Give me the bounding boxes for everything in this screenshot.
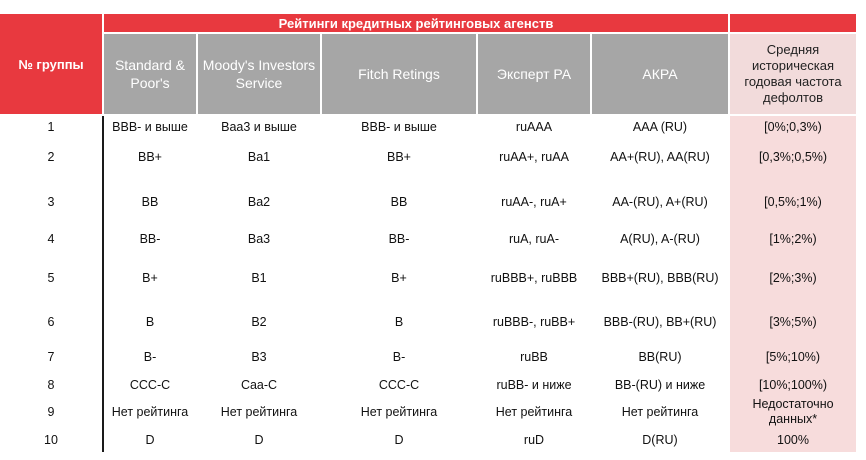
fitch-rating: D	[394, 433, 404, 447]
group-number: 6	[47, 315, 55, 329]
fitch-rating: B-	[392, 350, 406, 364]
group-number: 3	[47, 195, 55, 209]
fitch-rating: BBB- и выше	[361, 120, 437, 134]
sp-rating: B	[145, 315, 155, 329]
expert-ra-rating: ruAAA	[515, 120, 553, 134]
sp-rating: Нет рейтинга	[111, 405, 189, 419]
expert-ra-rating: ruAA-, ruA+	[501, 195, 567, 209]
akra-rating: BBB-(RU), BB+(RU)	[603, 315, 717, 329]
expert-ra-rating: ruA, ruA-	[508, 232, 559, 246]
sp-rating: CCC-C	[129, 378, 171, 392]
fitch-rating: BB	[390, 195, 408, 209]
agencies-header: Рейтинги кредитных рейтинговых агенств	[278, 15, 554, 31]
sp-rating: BB-	[139, 232, 161, 246]
agency-header-akra: АКРА	[592, 34, 728, 114]
default-frequency: [10%;100%)	[758, 378, 828, 392]
fitch-rating: BB+	[387, 150, 411, 164]
group-number: 4	[47, 232, 55, 246]
sp-rating: B-	[143, 350, 157, 364]
fitch-rating: B+	[391, 271, 407, 285]
moodys-rating: B3	[251, 350, 267, 364]
expert-ra-rating: ruD	[523, 433, 545, 447]
fitch-rating: B	[394, 315, 404, 329]
agency-header-expert: Эксперт РА	[478, 34, 590, 114]
moodys-rating: Ba3	[247, 232, 271, 246]
sp-rating: BB+	[138, 150, 162, 164]
moodys-rating: Baa3 и выше	[221, 120, 297, 134]
default-frequency: [1%;2%)	[769, 232, 817, 246]
expert-ra-rating: ruAA+, ruAA	[499, 150, 569, 164]
moodys-rating: D	[254, 433, 264, 447]
expert-ra-rating: ruBBB+, ruBBB	[490, 271, 578, 285]
group-number: 9	[47, 405, 55, 419]
default-frequency: 100%	[777, 433, 809, 447]
default-frequency-header: Средняя историческая годовая частота дефолтов	[730, 34, 856, 114]
fitch-rating: CCC-C	[378, 378, 420, 392]
default-frequency: [0,5%;1%)	[764, 195, 822, 209]
sp-rating: BBB- и выше	[112, 120, 188, 134]
group-number: 10	[44, 433, 58, 447]
agency-header-moodys: Moody's Investors Service	[198, 34, 320, 114]
default-frequency: [3%;5%)	[769, 315, 817, 329]
group-number: 8	[47, 378, 55, 392]
akra-rating: Нет рейтинга	[621, 405, 699, 419]
default-header-bar	[730, 14, 856, 32]
moodys-rating: Caa-C	[240, 378, 278, 392]
akra-rating: AAA (RU)	[632, 120, 688, 134]
group-number: 1	[47, 120, 55, 134]
sp-rating: BB	[141, 195, 159, 209]
moodys-rating: Нет рейтинга	[220, 405, 298, 419]
default-frequency: Недостаточно данных*	[752, 397, 834, 426]
default-frequency: [0,3%;0,5%)	[758, 150, 828, 164]
group-number: 5	[47, 271, 55, 285]
akra-rating: D(RU)	[642, 433, 678, 447]
default-frequency: [5%;10%)	[765, 350, 821, 364]
agency-header-sp: Standard & Poor's	[104, 34, 196, 114]
agency-header-fitch: Fitch Retings	[322, 34, 476, 114]
default-frequency: [0%;0,3%)	[764, 120, 822, 134]
expert-ra-rating: ruBB	[520, 350, 548, 364]
moodys-rating: Ba1	[247, 150, 271, 164]
sp-rating: B+	[142, 271, 158, 285]
group-number: 7	[47, 350, 55, 364]
fitch-rating: Нет рейтинга	[360, 405, 438, 419]
expert-ra-rating: ruBB- и ниже	[496, 378, 572, 392]
expert-ra-rating: ruBBB-, ruBB+	[492, 315, 576, 329]
akra-rating: AA-(RU), A+(RU)	[612, 195, 708, 209]
moodys-rating: B1	[251, 271, 267, 285]
group-number: 2	[47, 150, 55, 164]
akra-rating: BB-(RU) и ниже	[614, 378, 706, 392]
moodys-rating: Ba2	[247, 195, 271, 209]
akra-rating: AA+(RU), AA(RU)	[610, 150, 710, 164]
default-frequency: [2%;3%)	[769, 271, 817, 285]
akra-rating: BBB+(RU), BBB(RU)	[601, 271, 719, 285]
expert-ra-rating: Нет рейтинга	[495, 405, 573, 419]
akra-rating: BB(RU)	[638, 350, 682, 364]
group-column-header: № группы	[18, 56, 84, 72]
fitch-rating: BB-	[388, 232, 410, 246]
akra-rating: A(RU), A-(RU)	[620, 232, 700, 246]
moodys-rating: B2	[251, 315, 267, 329]
sp-rating: D	[145, 433, 155, 447]
